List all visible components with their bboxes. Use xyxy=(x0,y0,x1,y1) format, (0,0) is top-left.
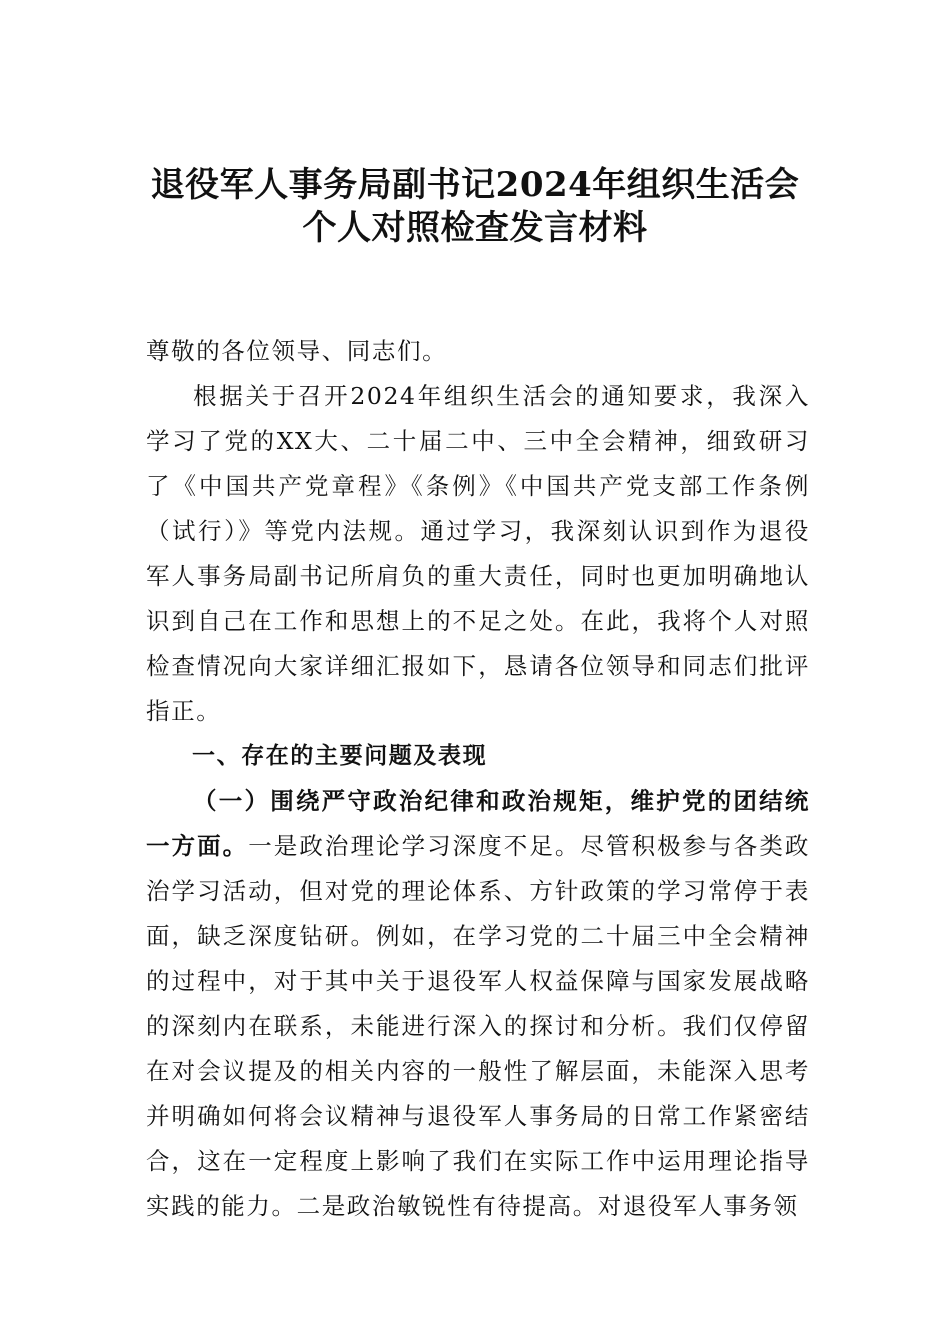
document-body xyxy=(146,329,810,1229)
salutation: 尊敬的各位领导、同志们。 xyxy=(146,337,448,365)
document-title-line-2: 个人对照检查发言材料 xyxy=(302,208,648,248)
document-title-line-1: 退役军人事务局副书记2024年组织生活会 xyxy=(150,165,800,205)
subsection-text-1: 一是政治理论学习深度不足。尽管积极参与各类政治学习活动，但对党的理论体系、方针政策的学习常停于表面，缺乏深度钻研。例如，在学习党的二十届三中全会精神的过程中，对于其中关于退役军人权益保障与国家发展战略的深刻内在联系，未能进行深入的探讨和分析。我们仅停留在对会议提及的相关内容的一般性了解层面，未能深入思考并明确如何将会议精神与退役军人事务局的日常工作紧密结合，这在一定程度上影响了我们在实际工作中运用理论指导实践的能力。二是政治敏锐性有待提高。对退役军人事务领 xyxy=(146,832,811,1220)
section-heading-1: 一、存在的主要问题及表现 xyxy=(192,743,488,769)
subsection-paragraph-1 xyxy=(146,779,810,1229)
subsection-heading-1: （一）围绕严守政治纪律和政治规矩，维护党的团结统一方面。 xyxy=(146,787,810,860)
intro-paragraph: 根据关于召开2024年组织生活会的通知要求，我深入学习了党的XX大、二十届二中、三中全会精神，细致研习了《中国共产党章程》《条例》《中国共产党支部工作条例（试行）》等党内法规。通过学习，我深刻认识到作为退役军人事务局副书记所肩负的重大责任，同时也更加明确地认识到自己在工作和思想上的不足之处。在此，我将个人对照检查情况向大家详细汇报如下，恳请各位领导和同志们批评指正。 xyxy=(146,382,810,725)
